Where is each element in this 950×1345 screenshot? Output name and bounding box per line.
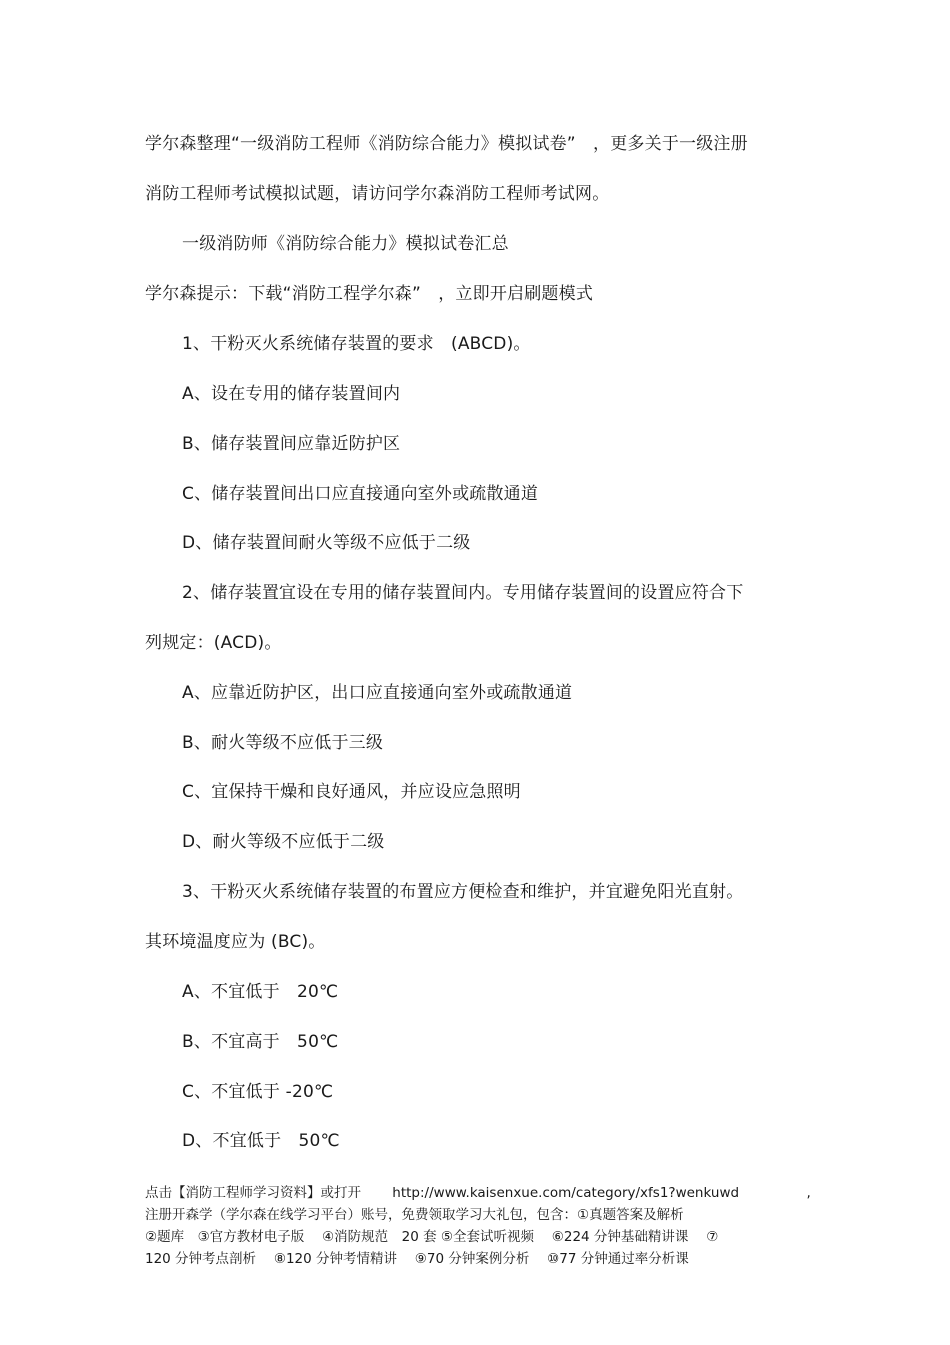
option-d: D、不宜低于 50℃ <box>182 1131 340 1151</box>
footer-line-3: ②题库 ③官方教材电子版 ④消防规范 20 套 ⑤全套试听视频 ⑥224 分钟基础精讲课 ⑦ <box>145 1229 719 1245</box>
intro-line-1: 学尔森整理“一级消防工程师《消防综合能力》模拟试卷” ，更多关于一级注册 <box>145 134 748 154</box>
footer-line-2: 注册开森学（学尔森在线学习平台）账号，免费领取学习大礼包，包含：①真题答案及解析 <box>145 1207 684 1223</box>
option-a: A、不宜低于 20℃ <box>182 982 339 1002</box>
intro-line-2: 消防工程师考试模拟试题，请访问学尔森消防工程师考试网。 <box>145 184 610 204</box>
option-c: C、不宜低于 -20℃ <box>182 1082 334 1102</box>
option-d: D、耐火等级不应低于二级 <box>182 832 385 852</box>
question-stem: 2、储存装置宜设在专用的储存装置间内。专用储存装置间的设置应符合下 <box>182 583 744 603</box>
footer-line-1[interactable]: 点击【消防工程师学习资料】或打开 http://www.kaisenxue.com/category/xfs1?wenkuwd , <box>145 1185 811 1201</box>
document-heading: 一级消防师《消防综合能力》模拟试卷汇总 <box>182 234 509 254</box>
tip-line: 学尔森提示：下载“消防工程学尔森” ，立即开启刷题模式 <box>145 284 594 304</box>
question-stem-continued: 其环境温度应为 (BC)。 <box>145 932 326 952</box>
option-b: B、储存装置间应靠近防护区 <box>182 434 401 454</box>
question-stem: 1、干粉灭火系统储存装置的要求 (ABCD)。 <box>182 334 531 354</box>
question-stem-continued: 列规定：(ACD)。 <box>145 633 282 653</box>
question-stem: 3、干粉灭火系统储存装置的布置应方便检查和维护，并宜避免阳光直射。 <box>182 882 744 902</box>
option-b: B、不宜高于 50℃ <box>182 1032 339 1052</box>
option-a: A、设在专用的储存装置间内 <box>182 384 401 404</box>
option-a: A、应靠近防护区，出口应直接通向室外或疏散通道 <box>182 683 573 703</box>
option-c: C、储存装置间出口应直接通向室外或疏散通道 <box>182 484 539 504</box>
option-c: C、宜保持干燥和良好通风，并应设应急照明 <box>182 782 521 802</box>
option-d: D、储存装置间耐火等级不应低于二级 <box>182 533 471 553</box>
footer-line-4: 120 分钟考点剖析 ⑧120 分钟考情精讲 ⑨70 分钟案例分析 ⑩77 分钟通过率分析课 <box>145 1251 689 1267</box>
option-b: B、耐火等级不应低于三级 <box>182 733 384 753</box>
